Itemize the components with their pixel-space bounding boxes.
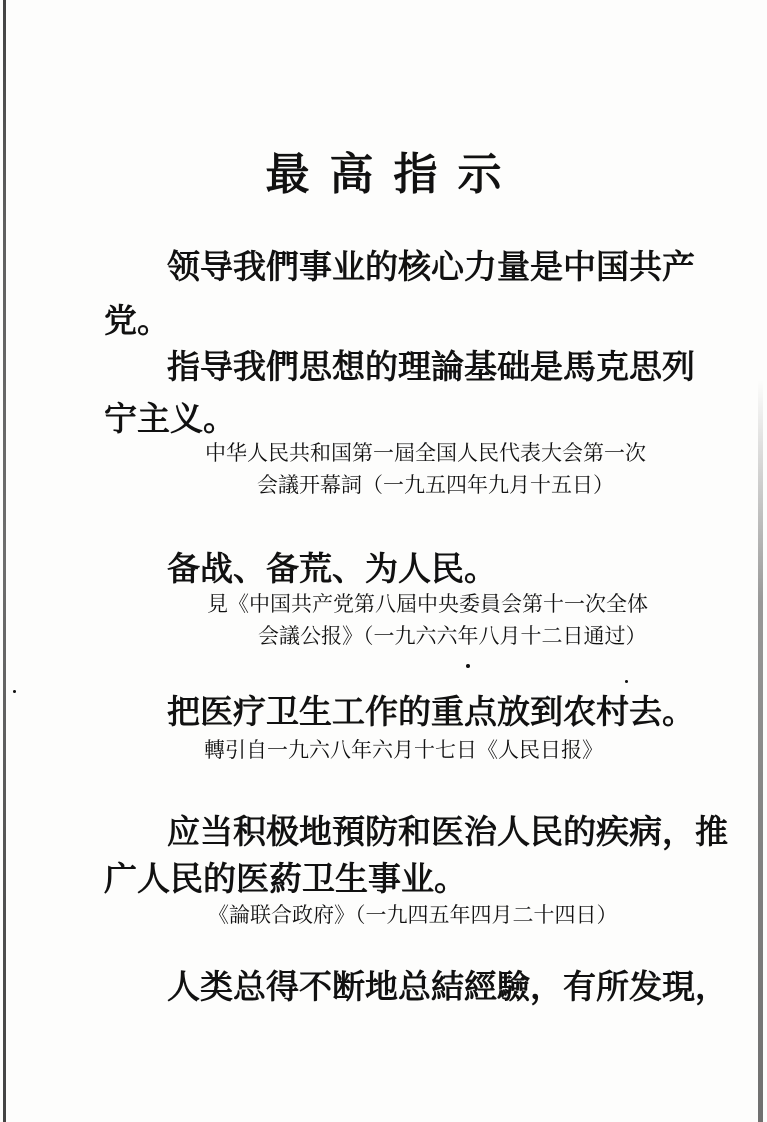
source-2-line-2: 会議公报》（一九六六年八月十二日通过） [258,624,647,648]
quote-5-line-2: 广人民的医葯卫生事业。 [104,859,467,898]
source-3-line-1: 轉引自一九六八年六月十七日《人民日报》 [204,738,603,762]
source-1-line-1: 中华人民共和国第一屆全国人民代表大会第一次 [205,441,646,465]
quote-2-line-2: 宁主义。 [104,399,236,438]
quote-6-line-1: 人类总得不断地总結經驗，有所发現， [167,967,728,1006]
page-edge-right [758,380,763,1122]
page-title: 最高指示 [265,149,522,200]
quote-3: 备战、备荒、为人民。 [167,549,497,588]
source-4-line-1: 《論联合政府》（一九四五年四月二十四日） [208,903,618,927]
ink-speck [13,690,16,693]
source-2-line-1: 見《中国共产党第八屆中央委員会第十一次全体 [207,592,648,616]
ink-speck [625,680,628,683]
quote-1-line-2: 党。 [104,301,170,340]
ink-speck [466,664,470,668]
quote-5-line-1: 应当积极地預防和医治人民的疾病，推 [167,812,728,851]
source-1-line-2: 会議开幕詞（一九五四年九月十五日） [257,473,614,497]
quote-4: 把医疗卫生工作的重点放到农村去。 [167,692,695,731]
quote-1-line-1: 领导我們事业的核心力量是中国共产 [167,247,695,286]
quote-2-line-1: 指导我們思想的理論基础是馬克思列 [167,347,695,386]
